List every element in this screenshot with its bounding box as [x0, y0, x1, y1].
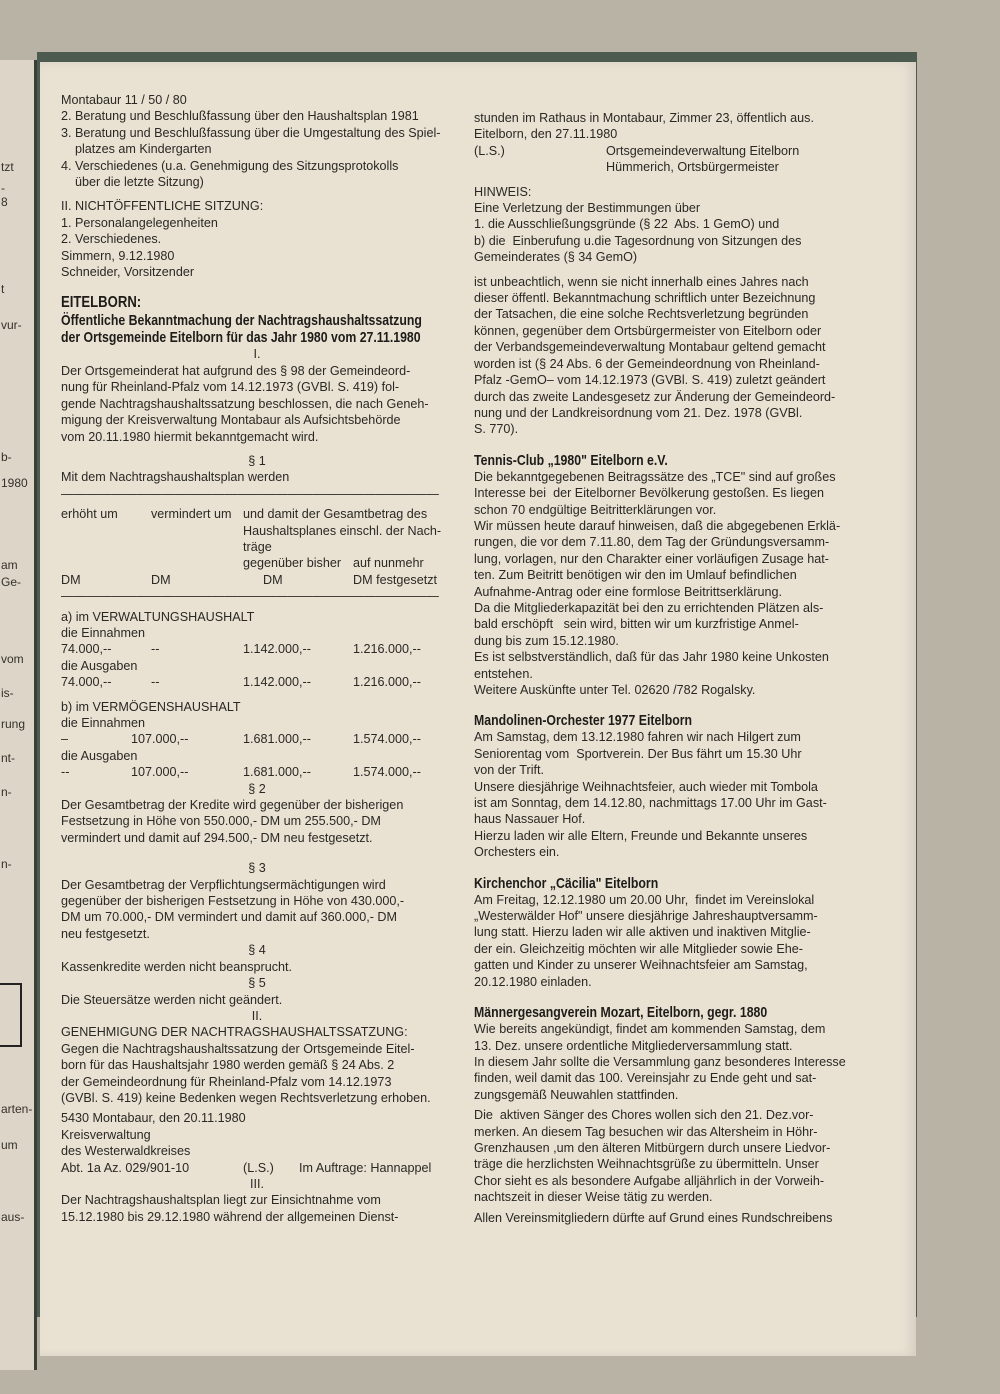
text-line: von der Trift. [474, 763, 544, 778]
text-line: 5430 Montabaur, den 20.11.1980 [61, 1111, 246, 1126]
text-line: Festsetzung in Höhe von 550.000,- DM um 255.500,- DM [61, 814, 381, 829]
edge-word: aus- [1, 1210, 25, 1224]
text-line: Wir müssen heute darauf hinweisen, daß die abgegebenen Erklä- [474, 518, 841, 533]
text-line: des Westerwaldkreises [61, 1144, 191, 1159]
table-header-cell: DM festgesetzt [353, 572, 437, 587]
roman-numeral: II. [251, 1008, 263, 1023]
text-line: der Gemeindeordnung für Rheinland-Pfalz vom 14.12.1973 [61, 1074, 392, 1089]
text-line: vermindert und damit auf 294.500,- DM neu festgesetzt. [61, 830, 373, 845]
text-line: durch das zweite Landesgesetz zur Änderung der Gemeindeord- [474, 389, 836, 404]
table-header-cell: DM [263, 572, 283, 587]
table-cell: 107.000,-- [131, 732, 189, 747]
table-cell: 1.216.000,-- [353, 642, 421, 657]
text-line: Eine Verletzung der Bestimmungen über [474, 201, 701, 216]
text-line: rungen, die vor dem 7.11.80, dem Tag der Gründungsversamm- [474, 535, 830, 550]
edge-word: b- [1, 450, 12, 464]
text-line: über die letzte Sitzung) [75, 175, 204, 190]
table-cell: 1.216.000,-- [353, 675, 421, 690]
table-cell: 1.681.000,-- [243, 765, 311, 780]
text-line: finden, weil damit das 100. Vereinsjahr zu Ende geht und sat- [474, 1071, 817, 1086]
text-line: Am Samstag, dem 13.12.1980 fahren wir nach Hilgert zum [474, 730, 801, 745]
text-line: Gemeinderates (§ 34 GemO) [474, 250, 638, 265]
text-line: „Westerwälder Hof" unsere diesjährige Jahreshauptversamm- [474, 909, 818, 924]
text-line: Der Ortsgemeinderat hat aufgrund des § 98 der Gemeindeord- [61, 363, 411, 378]
text-line: Allen Vereinsmitgliedern dürfte auf Grund eines Rundschreibens [474, 1210, 833, 1225]
edge-word: is- [1, 686, 14, 700]
edge-word: rung [1, 717, 26, 731]
text-line: entstehen. [474, 666, 533, 681]
paragraph-sign: § 5 [248, 976, 266, 991]
table-cell: 1.681.000,-- [243, 732, 311, 747]
table-cell: 107.000,-- [131, 765, 189, 780]
text-line: haus Nassauer Hof. [474, 812, 586, 827]
text-line: 2. Verschiedenes. [61, 232, 162, 247]
text-line: der ein. Gleichzeitig möchten wir alle Mitglieder sowie Ehe- [474, 941, 803, 956]
text-line: Montabaur 11 / 50 / 80 [61, 93, 187, 107]
text-line: born für das Haushaltsjahr 1980 werden gemäß § 24 Abs. 2 [61, 1058, 395, 1073]
text-line: 15.12.1980 bis 29.12.1980 während der allgemeinen Dienst- [61, 1209, 399, 1224]
table-cell: 74.000,-- [61, 642, 112, 657]
edge-word: vur- [1, 318, 22, 332]
table-header [61, 506, 453, 555]
text-line: DM um 70.000,- DM vermindert und damit auf 360.000,- DM [61, 910, 397, 925]
table-header-cell: auf nunmehr [353, 556, 424, 571]
text-line: Unsere diesjährige Weihnachtsfeier, auch wieder mit Tombola [474, 779, 818, 794]
text-line: 3. Beratung und Beschlußfassung über die Umgestaltung des Spiel- [61, 125, 441, 140]
text-line: Der Nachtragshaushaltsplan liegt zur Einsichtnahme vom [61, 1193, 381, 1208]
table-cell: -- [61, 765, 70, 780]
text-line: stunden im Rathaus in Montabaur, Zimmer 23, öffentlich aus. [474, 111, 814, 125]
text-line: ist unbeachtlich, wenn sie nicht innerhalb eines Jahres nach [474, 274, 809, 289]
table-row [61, 731, 453, 747]
text-line: gende Nachtragshaushaltssatzung beschlossen, die nach Geneh- [61, 396, 429, 411]
announcement-title: der Ortsgemeinde Eitelborn für das Jahr 1980 vom 27.11.1980 [61, 329, 421, 347]
signature-row [474, 143, 870, 176]
right-column [474, 110, 870, 1226]
table-row [61, 764, 453, 780]
adjacent-page-edge [0, 60, 37, 1370]
text-line: vom 20.11.1980 hiermit bekanntgemacht wird. [61, 429, 319, 444]
edge-word: n- [1, 785, 12, 799]
text-line: gatten und Kinder zu unserer Weihnachtsfeier am Samstag, [474, 958, 808, 973]
edge-word: t [1, 282, 5, 296]
edge-word: 1980 [1, 476, 28, 490]
text-line: 2. Beratung und Beschlußfassung über den Haushaltsplan 1981 [61, 109, 419, 124]
mandolin-orchestra-heading: Mandolinen-Orchester 1977 Eitelborn [474, 712, 693, 730]
table-header-cell: DM [61, 572, 81, 587]
text-line: Kassenkredite werden nicht beansprucht. [61, 959, 293, 974]
table-row-label: die Einnahmen [61, 625, 146, 640]
text-line: nachtszeit in dieser Weise tätig zu werden. [474, 1190, 713, 1205]
text-line: schon 70 endgültige Beitritterklärungen vor. [474, 502, 717, 517]
table-cell: -- [151, 642, 160, 657]
tennis-club-heading: Tennis-Club „1980" Eitelborn e.V. [474, 451, 668, 469]
text-line: Gegen die Nachtragshaushaltssatzung der Ortsgemeinde Eitel- [61, 1041, 415, 1056]
table-cell: 1.142.000,-- [243, 642, 311, 657]
table-header-cell: vermindert um [151, 507, 232, 522]
table-cell: 1.574.000,-- [353, 732, 421, 747]
text-line: Der Gesamtbetrag der Verpflichtungsermächtigungen wird [61, 877, 386, 892]
text-line: der Tatsachen, die eine solche Rechtsverletzung begründen [474, 307, 809, 322]
text-line: ten. Zum Beitritt benötigen wir den im Umlauf befindlichen [474, 568, 797, 583]
signature: Im Auftrage: Hannappel [299, 1160, 432, 1175]
text-line: Interesse bei der Eitelborner Bevölkerung gestoßen. Es liegen [474, 486, 825, 501]
text-line: Es ist selbstverständlich, daß für das Jahr 1980 keine Unkosten [474, 650, 829, 665]
edge-word: - [1, 181, 5, 195]
signature: Hümmerich, Ortsbürgermeister [606, 160, 779, 175]
text-line: bald erschöpft sein wird, bitten wir um kurzfristige Anmel- [474, 617, 799, 632]
text-line: Aufnahme-Antrag oder eine formlose Beitrittserklärung. [474, 584, 782, 599]
edge-word: um [1, 1138, 18, 1152]
announcement-title: Öffentliche Bekanntmachung der Nachtragshaushaltssatzung [61, 312, 422, 330]
paragraph-sign: § 2 [248, 781, 266, 796]
table-row [61, 641, 453, 657]
text-line: Da die Mitgliederkapazität bei den zu errichtenden Plätzen als- [474, 600, 824, 615]
table-cell: 74.000,-- [61, 675, 112, 690]
text-line: gegenüber der bisherigen Festsetzung in Höhe von 430.000,- [61, 894, 405, 909]
text-line: dieser öffentl. Bekanntmachung schriftlich unter Bezeichnung [474, 291, 816, 306]
text-line: Chor sieht es als besondere Aufgabe alljährlich in der Vorweih- [474, 1173, 825, 1188]
table-section-label: a) im VERWALTUNGSHAUSHALT [61, 609, 255, 624]
text-line: Simmern, 9.12.1980 [61, 248, 175, 263]
text-line: Die Steuersätze werden nicht geändert. [61, 992, 283, 1007]
text-line: In diesem Jahr sollte die Versammlung ganz besonderes Interesse [474, 1054, 846, 1069]
text-line: Kreisverwaltung [61, 1127, 151, 1142]
text-line: 4. Verschiedenes (u.a. Genehmigung des Sitzungsprotokolls [61, 158, 399, 173]
edge-word: arten- [1, 1102, 33, 1116]
table-header-cell: erhöht um [61, 507, 118, 522]
text-line: worden ist (§ 24 Abs. 6 der Gemeindeordnung von Rheinland- [474, 356, 820, 371]
text-line: lung, vorlagen, nur den Charakter einer vorläufigen Zusage hat- [474, 551, 829, 566]
text-line: Seniorentag vom Sportverein. Der Bus fährt um 15.30 Uhr [474, 746, 802, 761]
text-line: ist am Sonntag, dem 14.12.80, nachmittags 17.00 Uhr im Gast- [474, 796, 827, 811]
left-column [61, 92, 453, 1225]
text-line: Die bekanntgegebenen Beitragssätze des „TCE" sind auf großes [474, 469, 836, 484]
male-choir-heading: Männergesangverein Mozart, Eitelborn, gegr. 1880 [474, 1004, 768, 1022]
text-line: Eitelborn, den 27.11.1980 [474, 127, 618, 142]
edge-word: Ge- [1, 575, 22, 589]
paragraph-sign: § 1 [248, 453, 266, 468]
text-line: Schneider, Vorsitzender [61, 265, 195, 280]
text-line: träge die herzlichsten Weihnachtsgrüße zu übermitteln. Unser [474, 1157, 819, 1172]
text-line: S. 770). [474, 422, 519, 437]
edge-word: n- [1, 857, 12, 871]
text-line: der Verbandsgemeindeverwaltung Montabaur geltend gemacht [474, 340, 826, 355]
table-cell: 1.574.000,-- [353, 765, 421, 780]
text-line: platzes am Kindergarten [75, 142, 212, 157]
dash-rule: —————————————————————————————— [61, 486, 439, 501]
eitelborn-heading: EITELBORN: [61, 294, 142, 312]
table-header-cell: Haushaltsplanes einschl. der Nach- [243, 523, 442, 538]
table-cell: 1.142.000,-- [243, 675, 311, 690]
text-line: Orchesters ein. [474, 845, 560, 860]
table-section-label: b) im VERMÖGENSHAUSHALT [61, 699, 241, 714]
text-line: migung der Kreisverwaltung Montabaur als Aufsichtsbehörde [61, 413, 401, 428]
edge-word: 8 [1, 195, 8, 209]
text-line: Grenzhausen ,um den älteren Mitbürgern durch unsere Liedvor- [474, 1140, 831, 1155]
table-cell: -- [151, 675, 160, 690]
table-header-cell: DM [151, 572, 171, 587]
text-line: Ortsgemeindeverwaltung Eitelborn [606, 143, 800, 158]
table-header [61, 555, 453, 571]
text-line: b) die Einberufung u.die Tagesordnung von Sitzungen des [474, 233, 802, 248]
seal-mark: (L.S.) [243, 1160, 274, 1175]
dash-rule: —————————————————————————————— [61, 589, 439, 604]
text-line: Wie bereits angekündigt, findet am kommenden Samstag, dem [474, 1022, 826, 1037]
text-line: 13. Dez. unsere ordentliche Mitgliederversammlung statt. [474, 1038, 793, 1053]
reference-number: Abt. 1a Az. 029/901-10 [61, 1160, 190, 1175]
edge-word: vom [1, 652, 24, 666]
table-cell: – [61, 732, 69, 747]
text-line: Mit dem Nachtragshaushaltsplan werden [61, 470, 290, 485]
seal-mark: (L.S.) [474, 143, 505, 158]
text-line: zungsgemäß Neuwahlen stattfinden. [474, 1087, 679, 1102]
table-row [61, 674, 453, 690]
text-line: Pfalz -GemO– vom 14.12.1973 (GVBl. S. 419) zuletzt geändert [474, 373, 826, 388]
text-line: nung für Rheinland-Pfalz vom 14.12.1973 (GVBl. S. 419) fol- [61, 380, 400, 395]
text-line: können, gegenüber dem Ortsbürgermeister von Eitelborn oder [474, 323, 822, 338]
text-line: Weitere Auskünfte unter Tel. 02620 /782 Rogalsky. [474, 683, 756, 697]
edge-word: tzt [1, 160, 14, 174]
table-header-cell: träge [243, 539, 272, 554]
section-heading: II. NICHTÖFFENTLICHE SITZUNG: [61, 199, 264, 214]
paragraph-sign: § 4 [248, 943, 266, 958]
text-line: Hierzu laden wir alle Eltern, Freunde und Bekannte unseres [474, 828, 808, 843]
text-line: 20.12.1980 einladen. [474, 974, 592, 989]
text-line: 1. die Ausschließungsgründe (§ 22 Abs. 1 GemO) und [474, 217, 780, 232]
signature-row [61, 1160, 453, 1176]
table-row-label: die Ausgaben [61, 748, 138, 763]
text-line: Die aktiven Sänger des Chores wollen sich den 21. Dez.vor- [474, 1108, 814, 1123]
text-line: nung und der Landkreisordnung vom 21. Dez. 1978 (GVBl. [474, 405, 803, 420]
text-line: Am Freitag, 12.12.1980 um 20.00 Uhr, findet im Vereinslokal [474, 892, 815, 907]
text-line: neu festgesetzt. [61, 926, 150, 941]
roman-numeral: III. [250, 1176, 264, 1191]
table-row-label: die Einnahmen [61, 716, 146, 730]
table-header-cell: und damit der Gesamtbetrag des [243, 507, 428, 522]
paragraph-sign: § 3 [248, 861, 266, 876]
text-line: dung bis zum 15.12.1980. [474, 633, 619, 648]
table-row-label: die Ausgaben [61, 658, 138, 673]
roman-numeral: I. [253, 347, 261, 362]
edge-word: nt- [1, 751, 16, 765]
table-header [61, 572, 453, 588]
text-line: lung statt. Hierzu laden wir alle aktiven und inaktiven Mitglie- [474, 925, 811, 940]
edge-word: am [1, 558, 18, 572]
text-line: 1. Personalangelegenheiten [61, 215, 218, 230]
text-line: (GVBl. S. 419) keine Bedenken wegen Rechtsverletzung erhoben. [61, 1090, 431, 1105]
text-line: merken. An diesem Tag besuchen wir das Altersheim in Höhr- [474, 1124, 818, 1139]
box-mark [0, 983, 22, 1047]
section-heading: HINWEIS: [474, 184, 532, 199]
table-header-cell: gegenüber bisher [243, 556, 342, 571]
section-heading: GENEHMIGUNG DER NACHTRAGSHAUSHALTSSATZUNG: [61, 1025, 408, 1040]
text-line: Der Gesamtbetrag der Kredite wird gegenüber der bisherigen [61, 798, 404, 813]
church-choir-heading: Kirchenchor „Cäcilia" Eitelborn [474, 874, 659, 892]
